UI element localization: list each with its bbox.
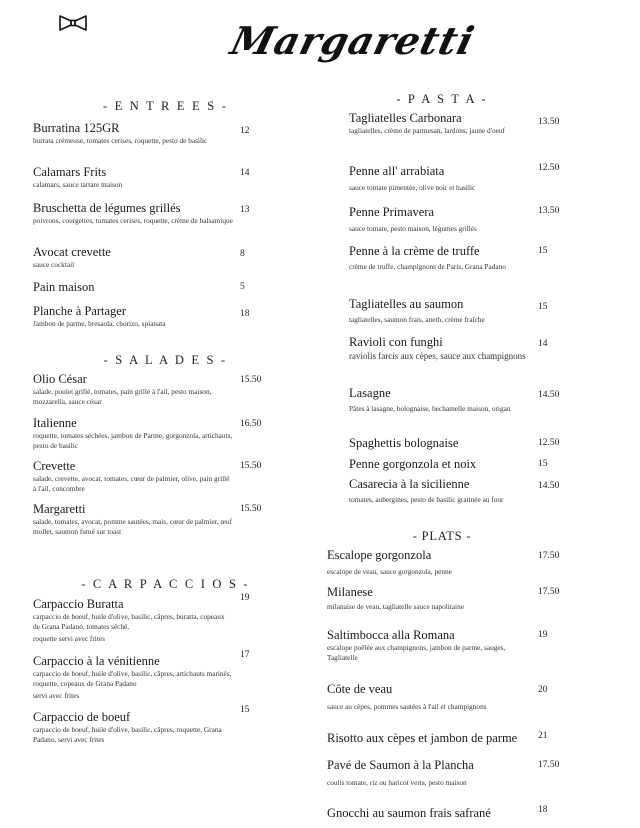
item-price: 13.50 (538, 206, 560, 216)
menu-item: Pavé de Saumon à la Plancha coulis tomate, riz ou haricot verts, pesto maison (327, 758, 474, 787)
item-price: 12.50 (538, 163, 560, 173)
section-title-pasta: - P A S T A - (396, 92, 488, 106)
item-price: 13 (240, 205, 250, 215)
menu-item: Tagliatelles au saumon tagliatelles, saumon frais, aneth, crème fraîche (349, 297, 485, 324)
item-price: 18 (240, 309, 250, 319)
item-price: 15 (538, 459, 548, 469)
menu-item: Côte de veau sauce au cèpes, pommes sautées à l'ail et champignons (327, 682, 487, 711)
section-title-plats: - PLATS - (412, 529, 472, 543)
menu-item: Pain maison (33, 280, 95, 294)
item-price: 8 (240, 249, 245, 259)
item-price: 14.50 (538, 390, 560, 400)
section-title-salades: - S A L A D E S - (103, 353, 228, 367)
menu-item: Risotto aux cèpes et jambon de parme (327, 731, 518, 745)
menu-item: Avocat crevette sauce cocktail (33, 245, 111, 269)
menu-item: Crevette salade, crevette, avocat, tomates, cœur de palmier, olive, pain grillé à l'ail, concombre (33, 459, 230, 493)
item-price: 15.50 (240, 375, 262, 385)
item-price: 15.50 (240, 461, 262, 471)
item-price: 17.50 (538, 760, 560, 770)
item-price: 13.50 (538, 117, 560, 127)
section-title-carpaccios: - C A R P A C C I O S - (81, 577, 250, 591)
item-price: 15 (240, 705, 250, 715)
menu-item: Lasagne Pâtes à lasagne, bolognaise, bechamelle maison, origan (349, 386, 511, 413)
menu-item: Planche à Partager Jambon de parme, bresaola, chorizo, spianata (33, 304, 166, 328)
item-price: 18 (538, 805, 548, 815)
item-price: 15 (538, 246, 548, 256)
item-price: 12 (240, 126, 250, 136)
item-price: 15 (538, 302, 548, 312)
item-price: 21 (538, 731, 548, 741)
bowtie-icon (58, 14, 88, 32)
menu-item: Margaretti salade, tomates, avocat, pomme sautées, mais, cœur de palmier, œuf mollet, saumon fumé sur toast (33, 502, 232, 536)
item-price: 16.50 (240, 419, 262, 429)
brand-logo (226, 18, 480, 78)
menu-item: Olio César salade, poulet grillé, tomates, pain grillé à l'ail, pesto maison, mozzarella, sauce césar (33, 372, 212, 406)
item-price: 17.50 (538, 551, 560, 561)
menu-item: Saltimbocca alla Romana escalope poêlée aux champignons, jambon de parme, sauges, Tagliatelle (327, 628, 506, 662)
section-title-entrees: - E N T R E E S - (102, 99, 229, 113)
menu-item: Penne Primavera sauce tomate, pesto maison, légumes grillés (349, 205, 477, 233)
menu-item: Gnocchi au saumon frais safrané (327, 806, 491, 820)
menu-item: Casarecia à la sicilienne tomates, aubergines, pesto de basilic gratinée au four (349, 477, 504, 504)
menu-item: Tagliatelles Carbonara tagliatelles, crème de parmesan, lardons, jaune d'oeuf (349, 111, 505, 135)
menu-item: Carpaccio Buratta carpaccio de boeuf, huile d'olive, basilic, câpres, buratta, copeaux de Grana Padano, tomates séché, roquette servi avec frites (33, 597, 225, 643)
menu-item: Ravioli con funghi raviolis farcis aux cèpes, sauce aux champignons (349, 335, 526, 361)
menu-item: Spaghettis bolognaise (349, 436, 459, 450)
item-price: 19 (538, 630, 548, 640)
item-price: 14 (538, 339, 548, 349)
menu-item: Burratina 125GR burrata crémeuse, tomates cerises, roquette, pesto de basilic (33, 121, 208, 145)
menu-item: Carpaccio à la vénitienne carpaccio de boeuf, huile d'olive, basilic, câpres, artichauts marinés, roquette, copeaux de Grana Padano servi avec frites (33, 654, 232, 700)
menu-item: Carpaccio de boeuf carpaccio de boeuf, huile d'olive, basilic, câpres, roquette, Grana Padano, servi avec frites (33, 710, 222, 744)
menu-item: Penne gorgonzola et noix (349, 457, 477, 471)
item-price: 15.50 (240, 504, 262, 514)
item-price: 14 (240, 168, 250, 178)
item-price: 20 (538, 685, 548, 695)
menu-item: Penne all' arrabiata sauce tomate pimentée, olive noir et basilic (349, 164, 476, 192)
menu-item: Bruschetta de légumes grillés poivrons, courgettes, tomates cerises, roquette, crème de balsamique (33, 201, 233, 225)
item-price: 17.50 (538, 587, 560, 597)
menu-item: Milanese milanaise de veau, tagliatelle sauce napolitaine (327, 585, 464, 611)
menu-item: Escalope gorgonzola escalope de veau, sauce gorgonzola, penne (327, 548, 452, 576)
item-price: 14.50 (538, 481, 560, 491)
item-price: 5 (240, 282, 245, 292)
menu-item: Italienne roquette, tomates séchées, jambon de Parme, gorgonzola, artichauts, pesto de basilic (33, 416, 233, 450)
menu-item: Penne à la crème de truffe crème de truffe, champignons de Paris, Grana Padano (349, 244, 506, 271)
brand-name: Margaretti (226, 18, 480, 63)
item-price: 12.50 (538, 438, 560, 448)
menu-item: Calamars Frits calamars, sauce tartare maison (33, 165, 123, 189)
item-price: 17 (240, 650, 250, 660)
item-price: 19 (240, 593, 250, 603)
